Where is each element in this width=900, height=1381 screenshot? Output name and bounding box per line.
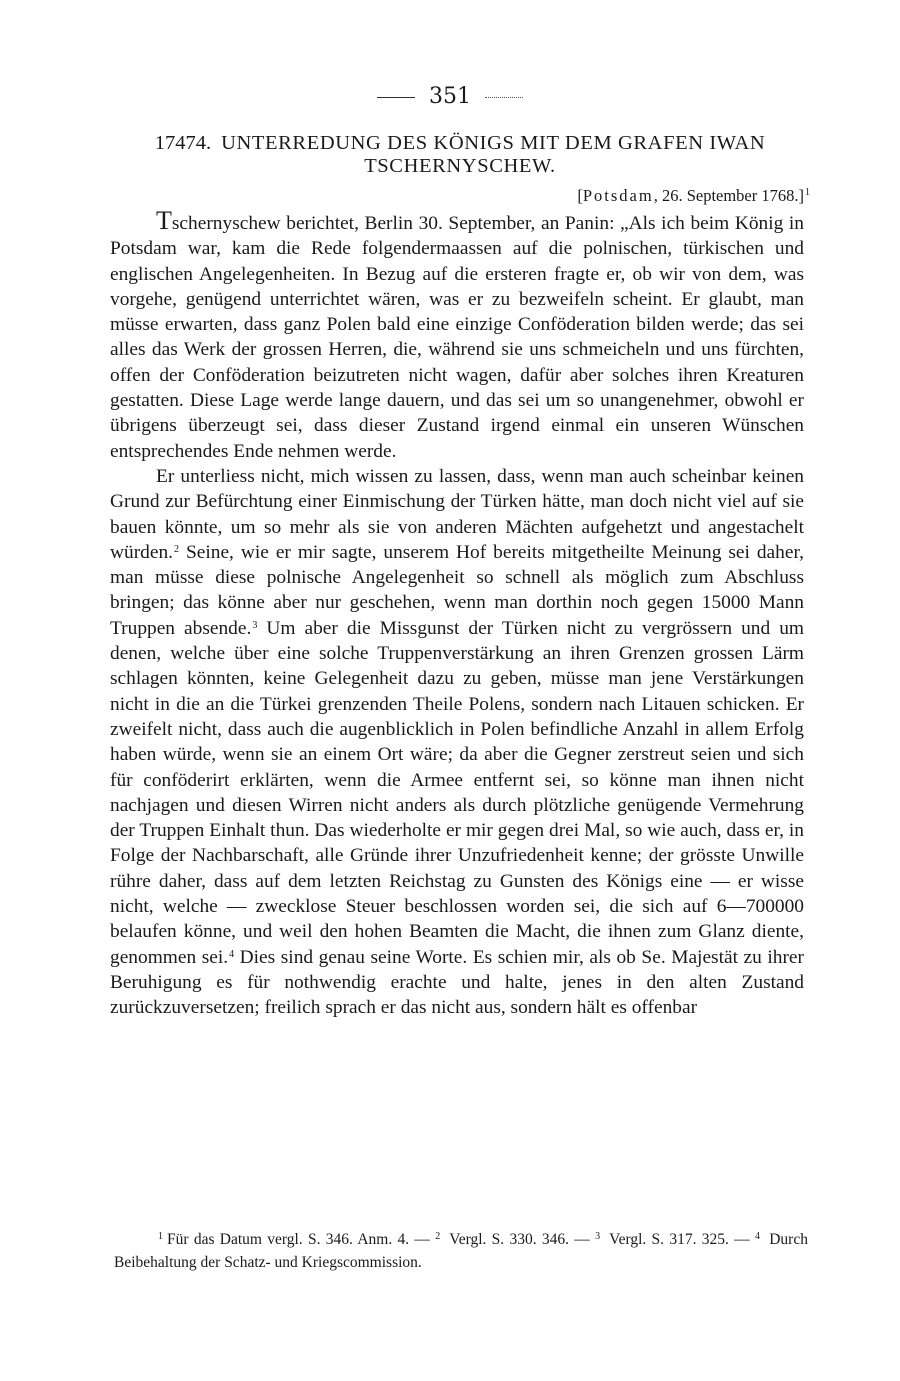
paragraph-2-part-b: Seine, wie er mir sagte, unserem Hof bereits mitgetheilte Meinung sei daher, man müsse diese polnische Angelegenheit so schnell als möglich zum Abschluss bringen; das könne aber nur geschehen, wenn man dorthin noch gegen 15000 Mann Truppen absende. <box>110 541 804 639</box>
paragraph-2-part-c: Um aber die Missgunst der Türken nicht zu vergrössern und um denen, welche über eine solche Truppenverstärkung an ihren Grenzen grossen Lärm schlagen könnten, keine Gelegenheit dazu zu geben, müsse man jene Verstärkungen nicht in die an die Türkei grenzenden Theile Polens, sondern nach Litauen schicken. Er zweifelt nicht, dass auch die augenblicklich in Polen befindliche Anzahl in allem Erfolg haben würde, wenn sie an einem Ort wäre; da aber die Gegner zerstreut seien und sich für conföderirt erklärten, wenn die Armee entfernt sei, so könne man ihnen nicht nachjagen und diesen Wirren nicht anders als durch plötzliche genügende Vermehrung der Truppen Einhalt thun. Das wiederholte er mir gegen drei Mal, so wie auch, dass er, in Folge der Nachbarschaft, alle Gründe ihrer Unzufriedenheit kenne; der grösste Unwille rühre daher, dass auf dem letzten Reichstag zu Gunsten des Königs eine — er wisse nicht, welche — zwecklose Steuer beschlossen worden sei, die sich auf 6—700000 belaufen könne, und weil den hohen Beamten die Macht, die ihnen zum Glanz diente, genommen sei. <box>110 617 805 968</box>
header-rule-left <box>377 97 415 98</box>
footnote-text-3: Vergl. S. 317. 325. — <box>604 1231 755 1248</box>
paragraph-2-part-a: Er unterliess nicht, mich wissen zu lassen, dass, wenn man auch scheinbar keinen Grund zur Befürchtung einer Einmischung der Türken hätte, man doch nicht viel auf sie bauen könnte, um so mehr als sie von anderen Mächten aufgehetzt und angestachelt würden. <box>110 465 804 563</box>
footnotes <box>114 1228 808 1274</box>
dateline-place: Potsdam <box>582 186 654 205</box>
footnote-ref-4: 4 <box>229 948 235 960</box>
footnote-text-4: Durch Beibehaltung der Schatz- und Kriegscommission. <box>114 1231 808 1271</box>
body-text <box>110 206 805 1021</box>
footnote-ref-1: 1 <box>805 187 810 198</box>
footnote-ref-3: 3 <box>252 619 258 631</box>
footnote-ref-2: 2 <box>174 543 180 555</box>
dateline <box>577 186 810 206</box>
footnote-mark-3: 3 <box>595 1231 601 1242</box>
dateline-date: , 26. September 1768.] <box>653 186 804 205</box>
initial-letter: T <box>156 206 172 235</box>
header-rule-right <box>485 97 523 98</box>
paragraph-2-part-d: Dies sind genau seine Worte. Es schien mir, als ob Se. Majestät zu ihrer Beruhigung es für nothwendig erachte und halte, jenes in den alten Zustand zurückzuversetzen; freilich sprach er das nicht aus, sondern hält es offenbar <box>110 946 804 1019</box>
paragraph-1-text: schernyschew berichtet, Berlin 30. September, an Panin: „Als ich beim König in Potsdam war, kam die Rede folgendermaassen auf die polnischen, türkischen und englischen Angelegenheiten. In Bezug auf die ersteren fragte er, ob wir von dem, was vorgehe, genügend unterrichtet wären, was er zu bezweifeln scheint. Er glaubt, man müsse erwarten, dass ganz Polen bald eine einzige Conföderation bilden werde; das sei alles das Werk der grossen Herren, die, während sie uns schmeicheln und uns fürchten, offen der Conföderation beizutreten nicht wagen, dafür aber solches ihren Kreaturen gestatten. Diese Lage werde lange dauern, und das sei um so unangenehmer, obwohl er übrigens überzeugt sei, dass dieser Zustand irgend einmal ein unseren Wünschen entsprechendes Ende nehmen werde. <box>110 213 804 462</box>
footnote-text-2: Vergl. S. 330. 346. — <box>444 1231 596 1248</box>
document-title: UNTERREDUNG DES KÖNIGS MIT DEM GRAFEN IWAN TSCHERNYSCHEW. <box>221 132 766 177</box>
page-header <box>0 84 900 110</box>
paragraph-2 <box>110 464 804 1021</box>
page-number: 351 <box>429 84 471 109</box>
footnote-line <box>114 1228 808 1274</box>
footnote-mark-4: 4 <box>754 1231 760 1242</box>
footnote-mark-1: 1 <box>158 1231 163 1242</box>
document-heading <box>110 132 810 178</box>
document-number: 17474. <box>154 132 212 154</box>
footnote-mark-2: 2 <box>435 1231 441 1242</box>
footnote-text-1: Für das Datum vergl. S. 346. Anm. 4. — <box>167 1231 436 1248</box>
dateline-open: [ <box>577 186 583 205</box>
paragraph-1 <box>110 206 804 464</box>
